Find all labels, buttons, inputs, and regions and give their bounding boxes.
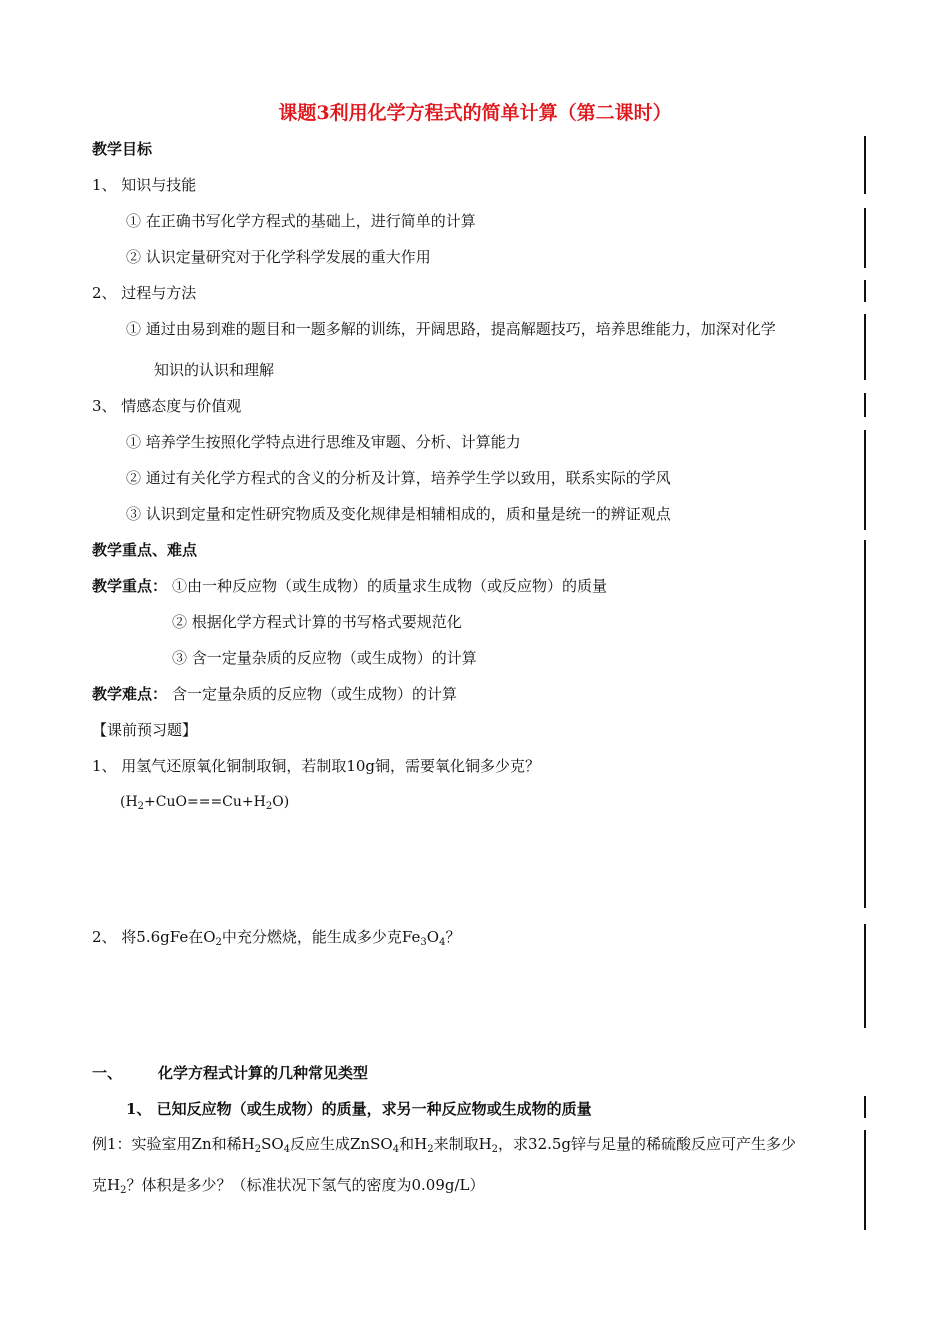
key-point-item: ③ 含一定量杂质的反应物（或生成物）的计算	[172, 649, 477, 667]
objective-section-3: 3、 情感态度与价值观	[92, 397, 242, 415]
preview-question-1: 1、 用氢气还原氧化铜制取铜，若制取10g铜，需要氧化铜多少克？	[92, 757, 541, 775]
keypoints-heading: 教学重点、难点	[92, 541, 198, 559]
margin-bar	[864, 430, 866, 530]
margin-bar	[864, 540, 866, 908]
key-point-label: 教学重点：	[92, 577, 168, 595]
margin-bar	[864, 1130, 866, 1230]
objective-item: ② 认识定量研究对于化学科学发展的重大作用	[126, 248, 431, 266]
objective-item: ① 通过由易到难的题目和一题多解的训练，开阔思路，提高解题技巧，培养思维能力，加深对化学	[126, 320, 776, 338]
key-point-item: ② 根据化学方程式计算的书写格式要规范化	[172, 613, 462, 631]
key-point-item: ①由一种反应物（或生成物）的质量求生成物（或反应物）的质量	[172, 577, 608, 595]
objective-item-continuation: 知识的认识和理解	[154, 361, 275, 379]
example-1-line-2: 克$H_2$？体积是多少？（标准状况下氢气的密度为0.09g/L）	[92, 1176, 485, 1196]
margin-bar	[864, 1096, 866, 1118]
margin-bar	[864, 136, 866, 194]
objectives-heading: 教学目标	[92, 140, 153, 158]
margin-bar	[864, 314, 866, 380]
objective-section-2: 2、 过程与方法	[92, 284, 197, 302]
section-number: 一、	[92, 1064, 123, 1082]
margin-bar	[864, 208, 866, 268]
section-heading: 化学方程式计算的几种常见类型	[158, 1064, 369, 1082]
subsection-heading: 1、 已知反应物（或生成物）的质量，求另一种反应物或生成物的质量	[126, 1100, 592, 1118]
difficulty-label: 教学难点：	[92, 685, 168, 703]
margin-bar	[864, 924, 866, 1028]
objective-item: ① 培养学生按照化学特点进行思维及审题、分析、计算能力	[126, 433, 521, 451]
difficulty-text: 含一定量杂质的反应物（或生成物）的计算	[172, 685, 458, 703]
objective-item: ① 在正确书写化学方程式的基础上，进行简单的计算	[126, 212, 476, 230]
objective-item: ② 通过有关化学方程式的含义的分析及计算，培养学生学以致用，联系实际的学风	[126, 469, 671, 487]
margin-bar	[864, 280, 866, 302]
document-title: 课题3利用化学方程式的简单计算（第二课时）	[278, 102, 672, 124]
example-1-line-1: 例1：实验室用Zn和稀$H_2SO_4$反应生成ZnSO$_4$和$H_2$来制取$H_2$，求32.5g锌与足量的稀硫酸反应可产生多少	[92, 1135, 797, 1155]
equation-hint: $(H_2+CuO===Cu+H_2O)$	[120, 794, 290, 812]
preview-question-2: 2、 将5.6gFe在$O_2$中充分燃烧，能生成多少克$Fe_3O_4$？	[92, 928, 461, 948]
preview-heading: 【课前预习题】	[92, 721, 198, 739]
objective-section-1: 1、 知识与技能	[92, 176, 197, 194]
margin-bar	[864, 393, 866, 417]
objective-item: ③ 认识到定量和定性研究物质及变化规律是相辅相成的，质和量是统一的辨证观点	[126, 505, 671, 523]
